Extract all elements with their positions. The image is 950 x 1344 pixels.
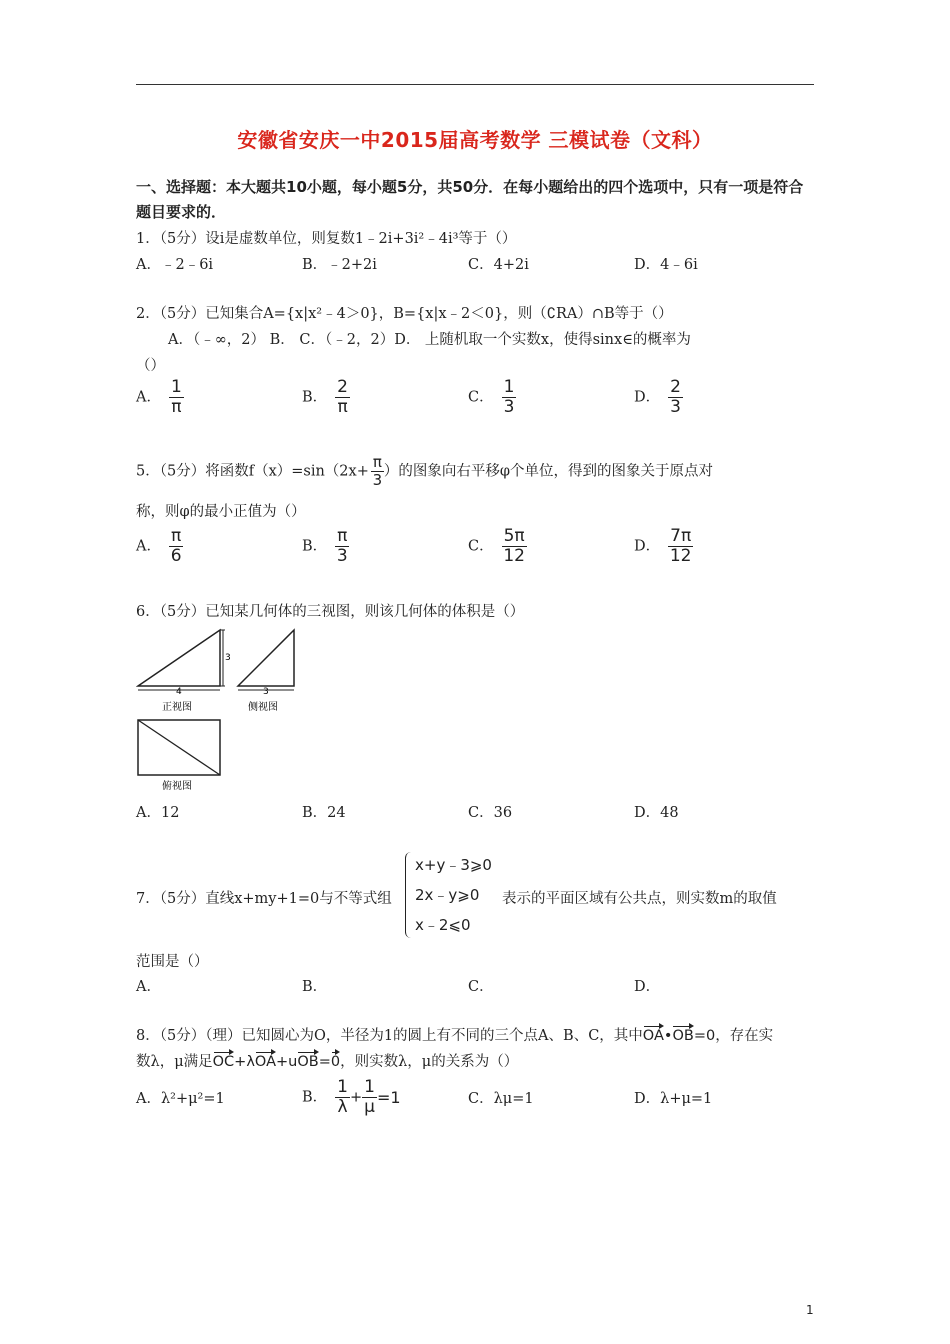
question-5-option-b: B． $\frac{\pi}{3}$	[302, 526, 348, 566]
question-2-option-b: B． $\frac{2}{\pi}$	[302, 377, 348, 417]
denominator: 12	[669, 546, 692, 566]
side-dimension-label: 3	[263, 687, 269, 697]
page-number: 1	[806, 1303, 814, 1317]
numerator: π	[170, 526, 182, 546]
question-2-option-d: D． $\frac{2}{3}$	[634, 377, 681, 417]
question-6-option-d: D．48	[634, 805, 679, 821]
question-8-option-a: A．λ²+μ²=1	[136, 1091, 225, 1107]
inequality-2: 2x﹣y⩾0	[415, 886, 480, 904]
brace	[405, 852, 412, 938]
question-1-option-b: B．﹣2+2i	[302, 257, 377, 273]
section-heading: 一、选择题：本大题共10小题，每小题5分，共50分．在每小题给出的四个选项中，只有一项是符合题目要求的．	[136, 178, 804, 221]
inequality-3: x﹣2⩽0	[415, 916, 471, 934]
vector-oa: OA	[642, 1028, 664, 1044]
denominator: 3	[372, 471, 383, 489]
question-2-line-2: A．（﹣∞，2） B． C．（﹣2，2）D． 上随机取一个实数x，使得sinx∈的概率为	[168, 332, 691, 348]
width-dimension-label: 4	[176, 687, 182, 697]
denominator: μ	[364, 1097, 375, 1117]
question-7-option-a: A．	[136, 979, 161, 995]
question-7-stem-b: 表示的平面区域有公共点，则实数m的取值	[502, 891, 777, 907]
inequality-1: x+y﹣3⩾0	[415, 856, 492, 874]
numerator: 2	[670, 377, 681, 397]
question-6-option-a: A．12	[136, 805, 180, 821]
denominator: 3	[503, 397, 515, 417]
height-dimension-label: 3	[225, 653, 231, 663]
vector-ob: OB	[672, 1028, 694, 1044]
question-2-option-c: C． $\frac{1}{3}$	[468, 377, 515, 417]
inequality-system	[405, 850, 505, 942]
question-1-option-c: C．4+2i	[468, 257, 529, 273]
numerator: 1	[503, 377, 515, 397]
vector-oc: OC	[212, 1054, 235, 1070]
question-1-stem: 1．（5分）设i是虚数单位，则复数1﹣2i+3i²﹣4i³等于（）	[136, 231, 517, 247]
top-view-label: 俯视图	[162, 781, 192, 792]
question-8-stem: 8．（5分）（理）已知圆心为O，半径为1的圆上有不同的三个点A、B、C，其中OA•OB=0，存在实	[136, 1028, 774, 1044]
denominator: 12	[503, 546, 525, 566]
question-5-line-2: 称，则φ的最小正值为（）	[136, 504, 306, 520]
question-7-stem-a: 7．（5分）直线x+my+1=0与不等式组	[136, 891, 392, 907]
question-2-line-3: （）	[136, 358, 165, 374]
denominator: π	[337, 397, 348, 417]
side-view	[238, 630, 294, 713]
question-6-option-c: C．36	[468, 805, 513, 821]
question-6-option-b: B．24	[302, 805, 346, 821]
numerator: π	[372, 453, 382, 471]
question-1-option-a: A．﹣2﹣6i	[136, 257, 214, 273]
question-7-option-b: B．	[302, 979, 328, 995]
denominator: 3	[670, 397, 681, 417]
top-view	[138, 720, 220, 792]
question-7-line-2: 范围是（）	[136, 954, 209, 970]
question-5-option-d: D． $\frac{7\pi}{12}$	[634, 526, 692, 566]
question-5-option-c: C． $\frac{5\pi}{12}$	[468, 526, 525, 566]
denominator: π	[171, 397, 182, 417]
numerator: 5π	[503, 526, 525, 546]
front-view	[138, 630, 231, 713]
header-rule	[136, 84, 814, 85]
vector-oa-2: OA	[254, 1054, 276, 1070]
question-8-line-2: 数λ，μ满足OC+λOA+uOB=0，则实数λ，μ的关系为（）	[136, 1054, 519, 1070]
zero-vector: 0	[330, 1054, 341, 1070]
denominator: 6	[170, 546, 182, 566]
denominator: 3	[336, 546, 348, 566]
three-view-figure	[136, 628, 296, 792]
question-7-option-c: C．	[468, 979, 494, 995]
front-view-label: 正视图	[162, 702, 192, 713]
numerator: 2	[337, 377, 348, 397]
denominator: λ	[337, 1097, 348, 1117]
question-8-option-b: B． $\frac{1}{\lambda}$ + $\frac{1}{\mu}$ =1	[302, 1077, 401, 1117]
question-8-option-c: C．λμ=1	[468, 1091, 534, 1107]
question-8-option-d: D．λ+μ=1	[634, 1091, 713, 1107]
question-5-option-a: A． $\frac{\pi}{6}$	[136, 526, 182, 566]
question-7-option-d: D．	[634, 979, 661, 995]
numerator: π	[337, 526, 348, 546]
numerator: 1	[170, 377, 182, 397]
question-6-stem: 6．（5分）已知某几何体的三视图，则该几何体的体积是（）	[136, 604, 525, 620]
numerator: 7π	[670, 526, 692, 546]
numerator: 1	[364, 1077, 375, 1097]
page-title: 安徽省安庆一中2015届高考数学 三模试卷（文科）	[237, 128, 713, 152]
side-view-label: 侧视图	[248, 702, 278, 713]
question-5-stem: 5．（5分）将函数f（x）=sin（2x+ $\frac{\pi}{3}$ ）的图象向右平移φ个单位，得到的图象关于原点对	[136, 453, 714, 489]
question-2-option-a: A． $\frac{1}{\pi}$	[136, 377, 182, 417]
question-1-option-d: D．4﹣6i	[634, 257, 698, 273]
question-2-stem: 2．（5分）已知集合A={x|x²﹣4＞0}，B={x|x﹣2＜0}，则（∁RA）∩B等于（）	[136, 306, 673, 322]
numerator: 1	[337, 1077, 348, 1097]
vector-ob-2: OB	[297, 1054, 319, 1070]
